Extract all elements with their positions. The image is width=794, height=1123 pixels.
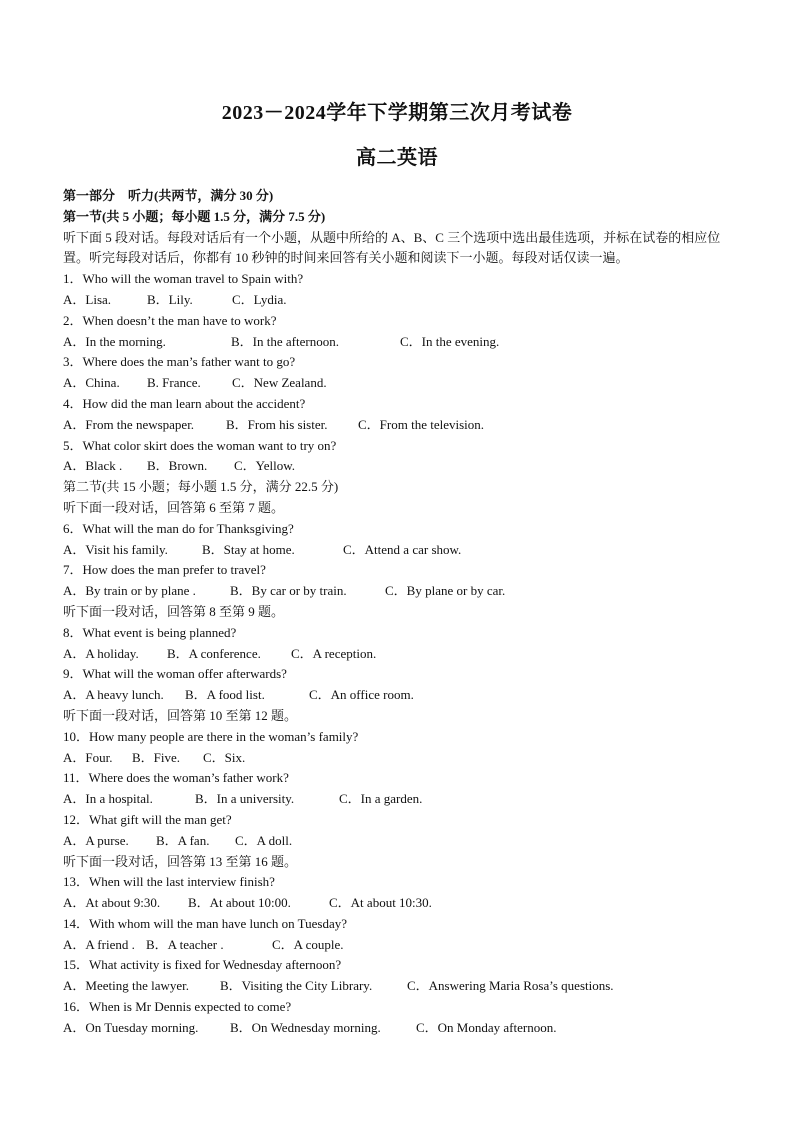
- option-b: B．From his sister.: [226, 416, 328, 432]
- option-a: A．A heavy lunch.: [63, 687, 164, 703]
- question-options: [63, 893, 733, 914]
- option-c: C．Yellow.: [234, 458, 296, 474]
- question-options: [63, 685, 733, 706]
- option-a: A．In a hospital.: [63, 791, 153, 807]
- option-b: B. France.: [147, 375, 201, 391]
- question-stem: 14．With whom will the man have lunch on Tuesday?: [63, 915, 348, 931]
- listening-instructions: 听下面 5 段对话。每段对话后有一个小题，从题中所给的 A、B、C 三个选项中选出最佳选项，并标在试卷的相应位置。听完每段对话后，你都有 10 秒钟的时间来回答有关小题和阅读下一小题。每段对话仅读一遍。: [63, 229, 721, 266]
- option-a: A．At about 9:30.: [63, 895, 161, 911]
- option-a: A．In the morning.: [63, 333, 166, 349]
- question-stem: 4．How did the man learn about the accident?: [63, 395, 306, 411]
- question-stem: 9．What will the woman offer afterwards?: [63, 666, 287, 682]
- option-a: A．Four.: [63, 749, 113, 765]
- section1-heading: 第一节(共 5 小题；每小题 1.5 分，满分 7.5 分): [63, 208, 326, 224]
- dialog-instruction: 听下面一段对话，回答第 8 至第 9 题。: [63, 603, 285, 619]
- part1-heading: 第一部分 听力(共两节，满分 30 分): [63, 188, 274, 203]
- question-stem: 3．Where does the man’s father want to go?: [63, 354, 296, 370]
- option-b: B．A fan.: [156, 832, 210, 848]
- question-stem: 1．Who will the woman travel to Spain with?: [63, 271, 304, 287]
- option-b: B．On Wednesday morning.: [230, 1019, 381, 1035]
- exam-title: 2023－2024学年下学期第三次月考试卷: [221, 102, 573, 124]
- question-stem: 13．When will the last interview finish?: [63, 874, 275, 890]
- option-c: C．A couple.: [272, 936, 344, 952]
- question-options: [63, 976, 733, 997]
- option-b: B．Five.: [132, 749, 181, 765]
- option-b: B．A food list.: [185, 687, 265, 703]
- question-stem: 16．When is Mr Dennis expected to come?: [63, 999, 292, 1015]
- question-stem: 15．What activity is fixed for Wednesday afternoon?: [63, 957, 342, 973]
- option-c: C．Answering Maria Rosa’s questions.: [407, 978, 614, 994]
- question-options: [63, 456, 733, 477]
- option-c: C．In the evening.: [400, 333, 500, 349]
- option-a: A．From the newspaper.: [63, 416, 195, 432]
- exam-subject: 高二英语: [356, 147, 438, 169]
- option-b: B．A conference.: [167, 645, 261, 661]
- option-a: A．A purse.: [63, 832, 129, 848]
- dialog-instruction: 听下面一段对话，回答第 13 至第 16 题。: [63, 853, 298, 869]
- question-stem: 7．How does the man prefer to travel?: [63, 562, 266, 578]
- question-options: [63, 748, 733, 769]
- option-a: A．A friend .: [63, 936, 135, 952]
- question-stem: 11．Where does the woman’s father work?: [63, 770, 289, 786]
- question-options: [63, 935, 733, 956]
- option-a: A．On Tuesday morning.: [63, 1019, 199, 1035]
- question-options: [63, 831, 733, 852]
- option-c: C．Attend a car show.: [343, 541, 462, 557]
- question-options: [63, 581, 733, 602]
- option-a: A．China.: [63, 375, 120, 391]
- section2-heading: 第二节(共 15 小题；每小题 1.5 分，满分 22.5 分): [63, 479, 339, 495]
- option-b: B．A teacher .: [146, 936, 224, 952]
- question-stem: 5．What color skirt does the woman want to try on?: [63, 437, 337, 453]
- option-c: C．At about 10:30.: [329, 895, 432, 911]
- option-b: B．Lily.: [147, 291, 193, 307]
- option-b: B．Visiting the City Library.: [220, 978, 373, 994]
- option-b: B．In the afternoon.: [231, 333, 339, 349]
- question-stem: 6．What will the man do for Thanksgiving?: [63, 520, 294, 536]
- option-a: A．Lisa.: [63, 291, 112, 307]
- option-b: B．Brown.: [147, 458, 208, 474]
- option-a: A．Black .: [63, 458, 123, 474]
- question-options: [63, 373, 733, 394]
- option-a: A．A holiday.: [63, 645, 139, 661]
- option-b: B．At about 10:00.: [188, 895, 291, 911]
- option-b: B．By car or by train.: [230, 583, 347, 599]
- question-options: [63, 290, 733, 311]
- option-a: A．Visit his family.: [63, 541, 168, 557]
- option-c: C．From the television.: [358, 416, 485, 432]
- question-stem: 10．How many people are there in the woman’s family?: [63, 728, 359, 744]
- question-stem: 12．What gift will the man get?: [63, 811, 232, 827]
- option-c: C．New Zealand.: [232, 375, 327, 391]
- option-c: C．By plane or by car.: [385, 583, 506, 599]
- exam-content: [63, 186, 733, 1039]
- option-b: B．Stay at home.: [202, 541, 295, 557]
- question-options: [63, 332, 733, 353]
- option-c: C．In a garden.: [339, 791, 423, 807]
- question-options: [63, 789, 733, 810]
- dialog-instruction: 听下面一段对话，回答第 6 至第 7 题。: [63, 499, 285, 515]
- option-c: C．On Monday afternoon.: [416, 1019, 557, 1035]
- option-c: C．Six.: [203, 749, 246, 765]
- option-c: C．A doll.: [235, 832, 293, 848]
- question-options: [63, 415, 733, 436]
- option-a: A．By train or by plane .: [63, 583, 196, 599]
- option-c: C．Lydia.: [232, 291, 287, 307]
- option-c: C．An office room.: [309, 687, 414, 703]
- question-options: [63, 644, 733, 665]
- option-b: B．In a university.: [195, 791, 295, 807]
- question-options: [63, 540, 733, 561]
- question-options: [63, 1018, 733, 1039]
- dialog-instruction: 听下面一段对话，回答第 10 至第 12 题。: [63, 707, 298, 723]
- question-stem: 8．What event is being planned?: [63, 624, 237, 640]
- option-a: A．Meeting the lawyer.: [63, 978, 189, 994]
- question-stem: 2．When doesn’t the man have to work?: [63, 312, 277, 328]
- option-c: C．A reception.: [291, 645, 377, 661]
